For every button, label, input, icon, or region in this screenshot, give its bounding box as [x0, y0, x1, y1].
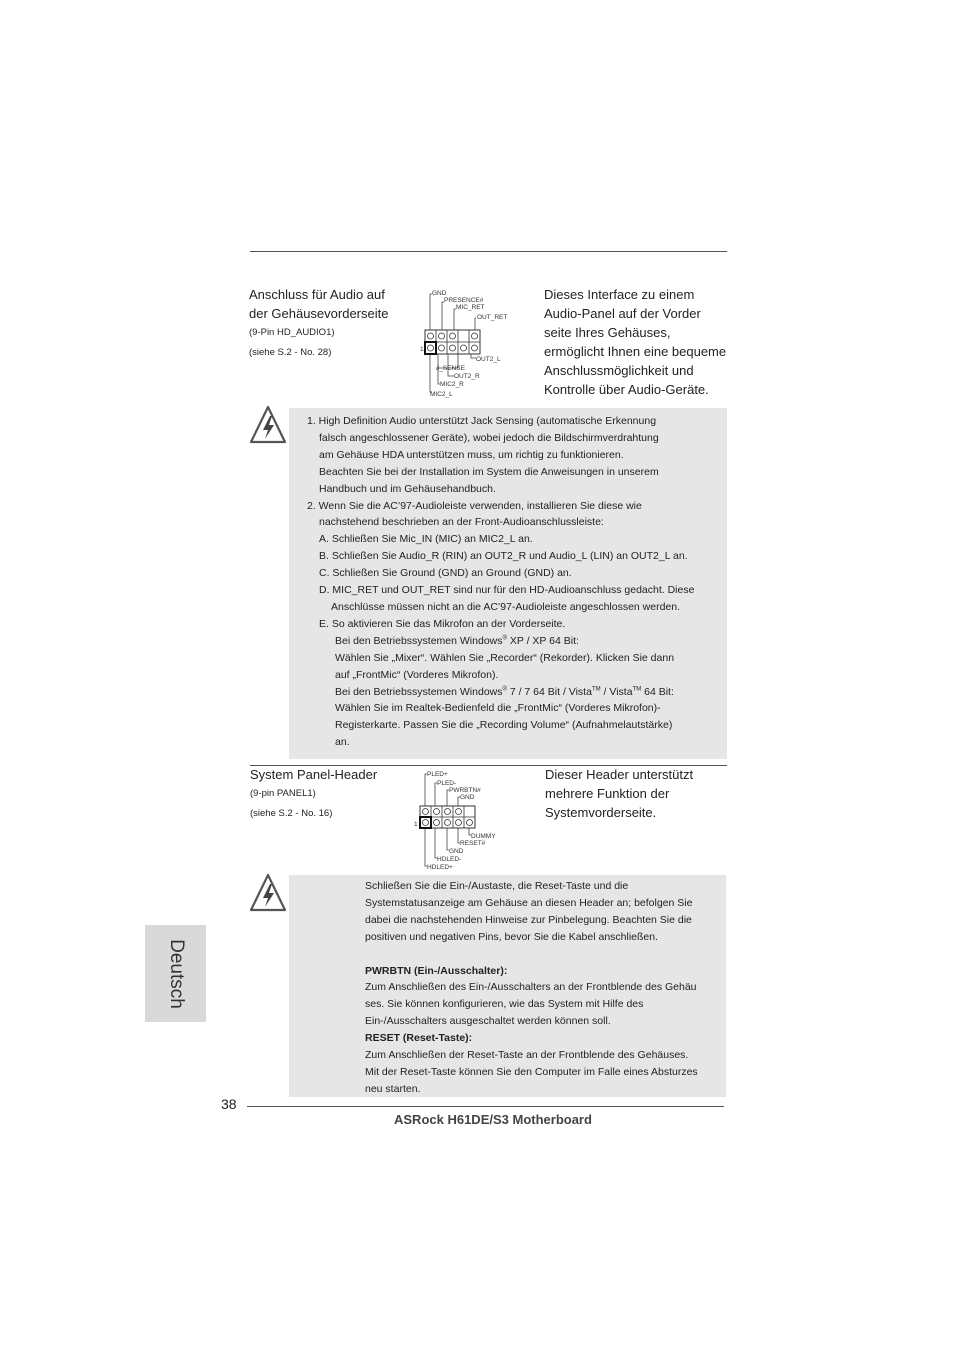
- audio-title-1: Anschluss für Audio auf: [249, 287, 385, 302]
- audio-note: 1. High Definition Audio unterstützt Jack Sensing (automatische Erkennung falsch angeschlossener Geräte), wobei jedoch die Bildschirmverdrahtung am Gehäuse HDA unterstützen muss, um richtig zu funktionieren. Beachten Sie bei der Installation im System die Anweisungen in unserem Handbuch und im Gehäusehandbuch. 2. Wenn Sie die AC’97-Audioleiste verwenden, installieren Sie diese wie nachstehend beschrieben an der Front-Audioanschlussleiste: A. Schließen Sie Mic_IN (MIC) an MIC2_L an. B. Schließen Sie Audio_R (RIN) an OUT2_R und Audio_L (LIN) an OUT2_L an. C. Schließen Sie Ground (GND) an Ground (GND) an. D. MIC_RET und OUT_RET sind nur für den HD-Audioanschluss gedacht. Diese Anschlüsse müssen nicht an die AC’97-Audioleiste angeschlossen werden. E. So aktivieren Sie das Mikrofon an der Vorderseite. Bei den Betriebssystemen Windows® XP / XP 64 Bit: Wählen Sie „Mixer“. Wählen Sie „Recorder“ (Rekorder). Klicken Sie dann auf „FrontMic“ (Vorderes Mikrofon). Bei den Betriebssystemen Windows® 7 / 7 64 Bit / Vista™ / Vista™ 64 Bit: Wählen Sie im Realtek-Bedienfeld die „FrontMic“ (Vorderes Mikrofon)- Registerkarte. Passen Sie die „Recording Volume“ (Aufnahmelautstärke) an.: [307, 415, 695, 749]
- audio-pin-gnd: GND: [432, 290, 447, 297]
- audio-pin-mic2-r: MIC2_R: [440, 381, 464, 388]
- panel-pin-info: (9-pin PANEL1): [250, 788, 316, 799]
- panel-pin-hdled-plus: HDLED+: [427, 864, 453, 871]
- audio-pin-mic-ret: MIC_RET: [456, 304, 485, 311]
- audio-header-diagram: [416, 286, 526, 402]
- panel-page-ref: (siehe S.2 - No. 16): [250, 808, 333, 819]
- audio-title-2: der Gehäusevorderseite: [249, 306, 389, 321]
- warning-icon: [248, 872, 288, 914]
- audio-pin-info: (9-Pin HD_AUDIO1): [249, 327, 335, 338]
- footer-product: ASRock H61DE/S3 Motherboard: [394, 1112, 592, 1127]
- panel-pin-gnd-bottom: GND: [449, 848, 464, 855]
- audio-pin-one: 1: [420, 346, 424, 353]
- audio-pin-out-ret: OUT_RET: [477, 314, 508, 321]
- top-divider: [250, 251, 727, 252]
- panel-pin-reset: RESET#: [460, 840, 486, 847]
- panel-pin-pled-minus: PLED-: [437, 780, 457, 787]
- audio-pin-out2-r: OUT2_R: [454, 373, 480, 380]
- panel-pin-one: 1: [414, 821, 418, 828]
- panel-description: Dieser Header unterstützt mehrere Funktion der Systemvorderseite.: [545, 767, 694, 820]
- panel-pin-pled-plus: PLED+: [427, 771, 448, 778]
- panel-pin-gnd-top: GND: [460, 794, 475, 801]
- page-number: 38: [221, 1096, 237, 1112]
- panel-pin-hdled-minus: HDLED-: [437, 856, 462, 863]
- audio-pin-presence: PRESENCE#: [444, 297, 484, 304]
- audio-pin-mic2-l: MIC2_L: [430, 391, 453, 398]
- warning-icon: [248, 404, 288, 446]
- audio-description: Dieses Interface zu einem Audio-Panel auf der Vorder seite Ihres Gehäuses, ermöglicht Ihnen eine bequeme Anschlussmöglichkeit und Kontrolle über Audio-Geräte.: [544, 287, 727, 397]
- audio-page-ref: (siehe S.2 - No. 28): [249, 347, 332, 358]
- panel-header-diagram: [410, 766, 505, 874]
- audio-pin-out2-l: OUT2_L: [476, 356, 501, 363]
- panel-title: System Panel-Header: [250, 767, 378, 782]
- language-side-tab: [145, 925, 206, 1022]
- panel-note: Schließen Sie die Ein-/Austaste, die Reset-Taste und die Systemstatusanzeige am Gehäuse an diesen Header an; befolgen Sie dabei die nachstehenden Hinweise zur Pinbelegung. Beachten Sie die positiven und negativen Pins, bevor Sie die Kabel anschließen. PWRBTN (Ein-/Ausschalter): Zum Anschließen des Ein-/Ausschalters an der Frontblende des Gehäu ses. Sie können konfigurieren, wie das System mit Hilfe des Ein-/Ausschalters ausgeschaltet werden können soll. RESET (Reset-Taste): Zum Anschließen der Reset-Taste an der Frontblende des Gehäuses. Mit der Reset-Taste können Sie den Computer im Falle eines Absturzes neu starten.: [365, 880, 698, 1095]
- footer-divider: [247, 1106, 724, 1107]
- audio-pin-j-sense: J_SENSE: [436, 365, 465, 372]
- panel-pin-dummy: DUMMY: [471, 833, 496, 840]
- language-label: Deutsch: [165, 938, 187, 1009]
- panel-pin-pwrbtn: PWRBTN#: [449, 787, 481, 794]
